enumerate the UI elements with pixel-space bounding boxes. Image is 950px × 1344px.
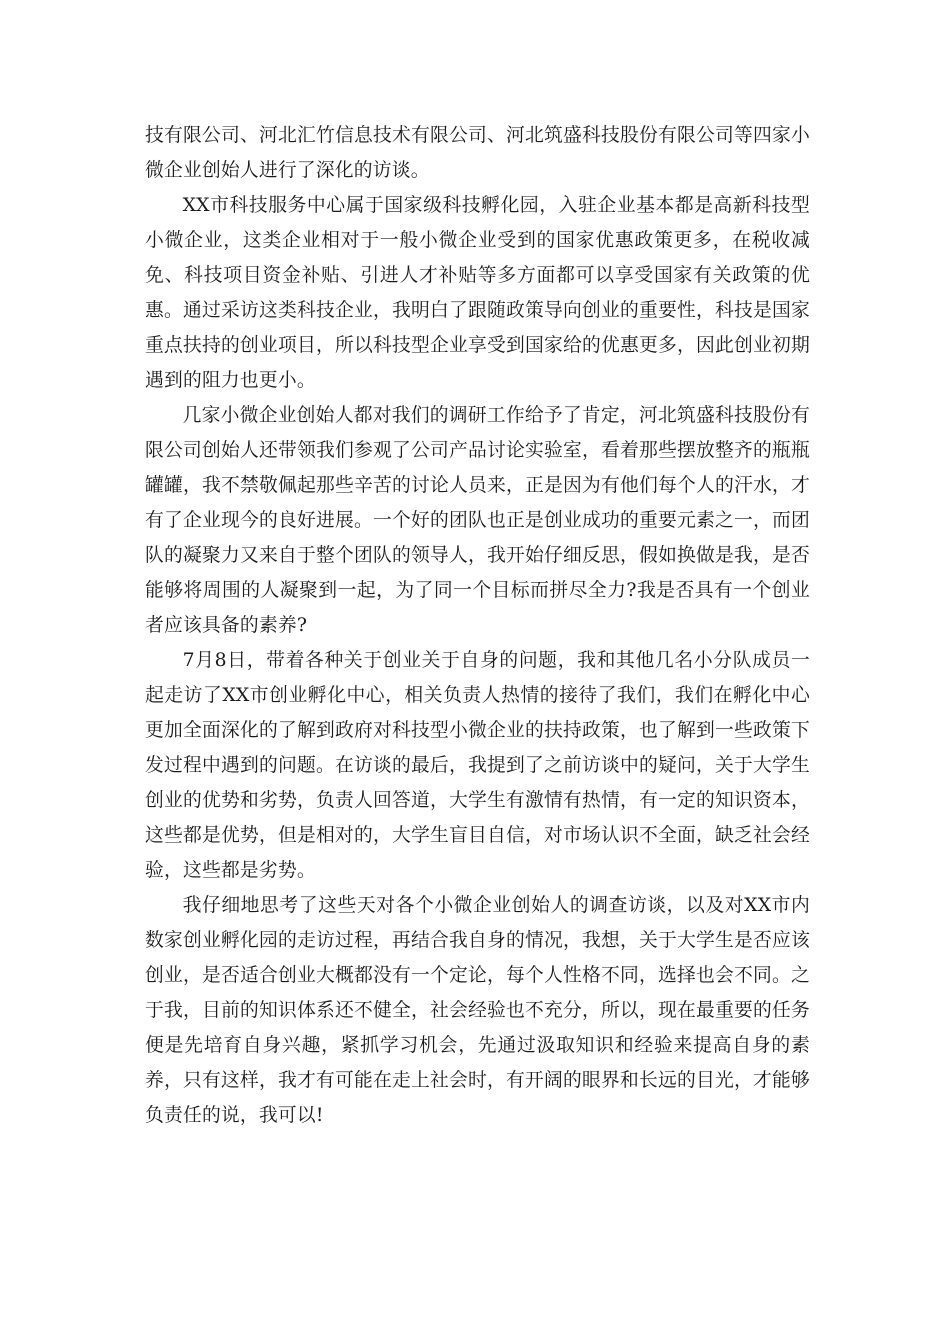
paragraph-3: 几家小微企业创始人都对我们的调研工作给予了肯定，河北筑盛科技股份有限公司创始人还带领我们参观了公司产品讨论实验室，看着那些摆放整齐的瓶瓶罐罐，我不禁敬佩起那些辛苦的讨论人员来，正是因为有他们每个人的汗水，才有了企业现今的良好进展。一个好的团队也正是创业成功的重要元素之一，而团队的凝聚力又来自于整个团队的领导人，我开始仔细反思，假如换做是我，是否能够将周围的人凝聚到一起，为了同一个目标而拼尽全力?我是否具有一个创业者应该具备的素养? xyxy=(145,405,810,636)
document-body xyxy=(145,118,810,1133)
paragraph-1: 技有限公司、河北汇竹信息技术有限公司、河北筑盛科技股份有限公司等四家小微企业创始人进行了深化的访谈。 xyxy=(145,125,810,181)
paragraph-2: XX市科技服务中心属于国家级科技孵化园，入驻企业基本都是高新科技型小微企业，这类企业相对于一般小微企业受到的国家优惠政策更多，在税收减免、科技项目资金补贴、引进人才补贴等多方面都可以享受国家有关政策的优惠。通过采访这类科技企业，我明白了跟随政策导向创业的重要性，科技是国家重点扶持的创业项目，所以科技型企业享受到国家给的优惠更多，因此创业初期遇到的阻力也更小。 xyxy=(145,195,810,391)
paragraph-4: 7月8日，带着各种关于创业关于自身的问题，我和其他几名小分队成员一起走访了XX市创业孵化中心，相关负责人热情的接待了我们，我们在孵化中心更加全面深化的了解到政府对科技型小微企业的扶持政策，也了解到一些政策下发过程中遇到的问题。在访谈的最后，我提到了之前访谈中的疑问，关于大学生创业的优势和劣势，负责人回答道，大学生有激情有热情，有一定的知识资本，这些都是优势，但是相对的，大学生盲目自信，对市场认识不全面，缺乏社会经验，这些都是劣势。 xyxy=(145,650,810,881)
paragraph-5: 我仔细地思考了这些天对各个小微企业创始人的调查访谈，以及对XX市内数家创业孵化园的走访过程，再结合我自身的情况，我想，关于大学生是否应该创业，是否适合创业大概都没有一个定论，每个人性格不同，选择也会不同。之于我，目前的知识体系还不健全，社会经验也不充分，所以，现在最重要的任务便是先培育自身兴趣，紧抓学习机会，先通过汲取知识和经验来提高自身的素养，只有这样，我才有可能在走上社会时，有开阔的眼界和长远的目光，才能够负责任的说，我可以! xyxy=(145,895,810,1126)
